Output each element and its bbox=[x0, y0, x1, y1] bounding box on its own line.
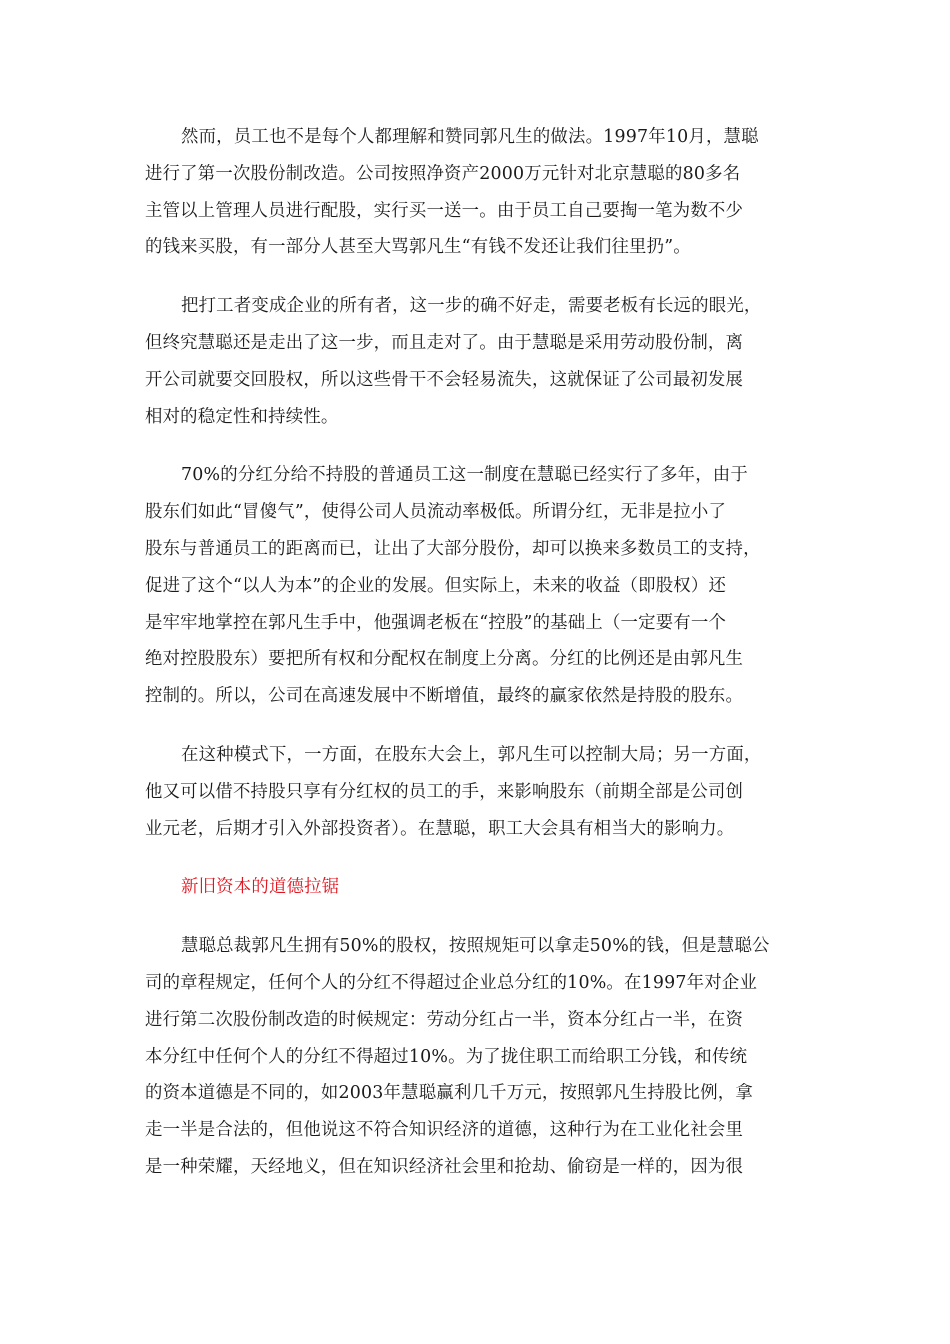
text-line: 他又可以借不持股只享有分红权的员工的手，来影响股东（前期全部是公司创 bbox=[145, 781, 744, 802]
text-line: 促进了这个“以人为本”的企业的发展。但实际上，未来的收益（即股权）还 bbox=[145, 575, 727, 596]
text-line: 开公司就要交回股权，所以这些骨干不会轻易流失，这就保证了公司最初发展 bbox=[145, 369, 744, 390]
paragraph-5 bbox=[145, 928, 809, 1186]
text-line: 进行第二次股份制改造的时候规定：劳动分红占一半，资本分红占一半，在资 bbox=[145, 1009, 744, 1030]
paragraph-3 bbox=[145, 457, 809, 715]
text-line: 主管以上管理人员进行配股，实行买一送一。由于员工自己要掏一笔为数不少 bbox=[145, 200, 744, 221]
text-line: 本分红中任何个人的分红不得超过10%。为了拢住职工而给职工分钱，和传统 bbox=[145, 1046, 748, 1067]
section-heading: 新旧资本的道德拉锯 bbox=[181, 877, 340, 898]
text-line: 是牢牢地掌控在郭凡生手中，他强调老板在“控股”的基础上（一定要有一个 bbox=[145, 612, 727, 633]
text-line: 走一半是合法的，但他说这不符合知识经济的道德，这种行为在工业化社会里 bbox=[145, 1120, 744, 1141]
text-line: 股东与普通员工的距离而已，让出了大部分股份，却可以换来多数员工的支持， bbox=[145, 538, 761, 559]
text-line: 但终究慧聪还是走出了这一步，而且走对了。由于慧聪是采用劳动股份制，离 bbox=[145, 332, 744, 353]
text-line: 70%的分红分给不持股的普通员工这一制度在慧聪已经实行了多年，由于 bbox=[181, 465, 748, 486]
text-line: 进行了第一次股份制改造。公司按照净资产2000万元针对北京慧聪的80多名 bbox=[145, 163, 741, 184]
paragraph-1 bbox=[145, 119, 809, 266]
paragraph-2 bbox=[145, 288, 809, 435]
document-body bbox=[145, 119, 809, 1186]
text-line: 控制的。所以，公司在高速发展中不断增值，最终的赢家依然是持股的股东。 bbox=[145, 686, 744, 707]
text-line: 业元老，后期才引入外部投资者）。在慧聪，职工大会具有相当大的影响力。 bbox=[145, 818, 735, 839]
text-line: 把打工者变成企业的所有者，这一步的确不好走，需要老板有长远的眼光， bbox=[181, 296, 762, 317]
text-line: 是一种荣耀，天经地义，但在知识经济社会里和抢劫、偷窃是一样的，因为很 bbox=[145, 1156, 744, 1177]
paragraph-4 bbox=[145, 737, 809, 847]
text-line: 慧聪总裁郭凡生拥有50%的股权，按照规矩可以拿走50%的钱，但是慧聪公 bbox=[181, 936, 770, 957]
text-line: 在这种模式下，一方面，在股东大会上，郭凡生可以控制大局；另一方面， bbox=[181, 744, 762, 765]
text-line: 司的章程规定，任何个人的分红不得超过企业总分红的10%。在1997年对企业 bbox=[145, 972, 758, 993]
text-line: 然而，员工也不是每个人都理解和赞同郭凡生的做法。1997年10月，慧聪 bbox=[181, 127, 759, 147]
text-line: 的钱来买股，有一部分人甚至大骂郭凡生“有钱不发还让我们往里扔”。 bbox=[145, 237, 691, 258]
text-line: 绝对控股股东）要把所有权和分配权在制度上分离。分红的比例还是由郭凡生 bbox=[145, 649, 744, 670]
text-line: 的资本道德是不同的，如2003年慧聪赢利几千万元，按照郭凡生持股比例，拿 bbox=[145, 1083, 753, 1104]
text-line: 股东们如此“冒傻气”，使得公司人员流动率极低。所谓分红，无非是拉小了 bbox=[145, 502, 727, 523]
text-line: 相对的稳定性和持续性。 bbox=[145, 406, 339, 427]
